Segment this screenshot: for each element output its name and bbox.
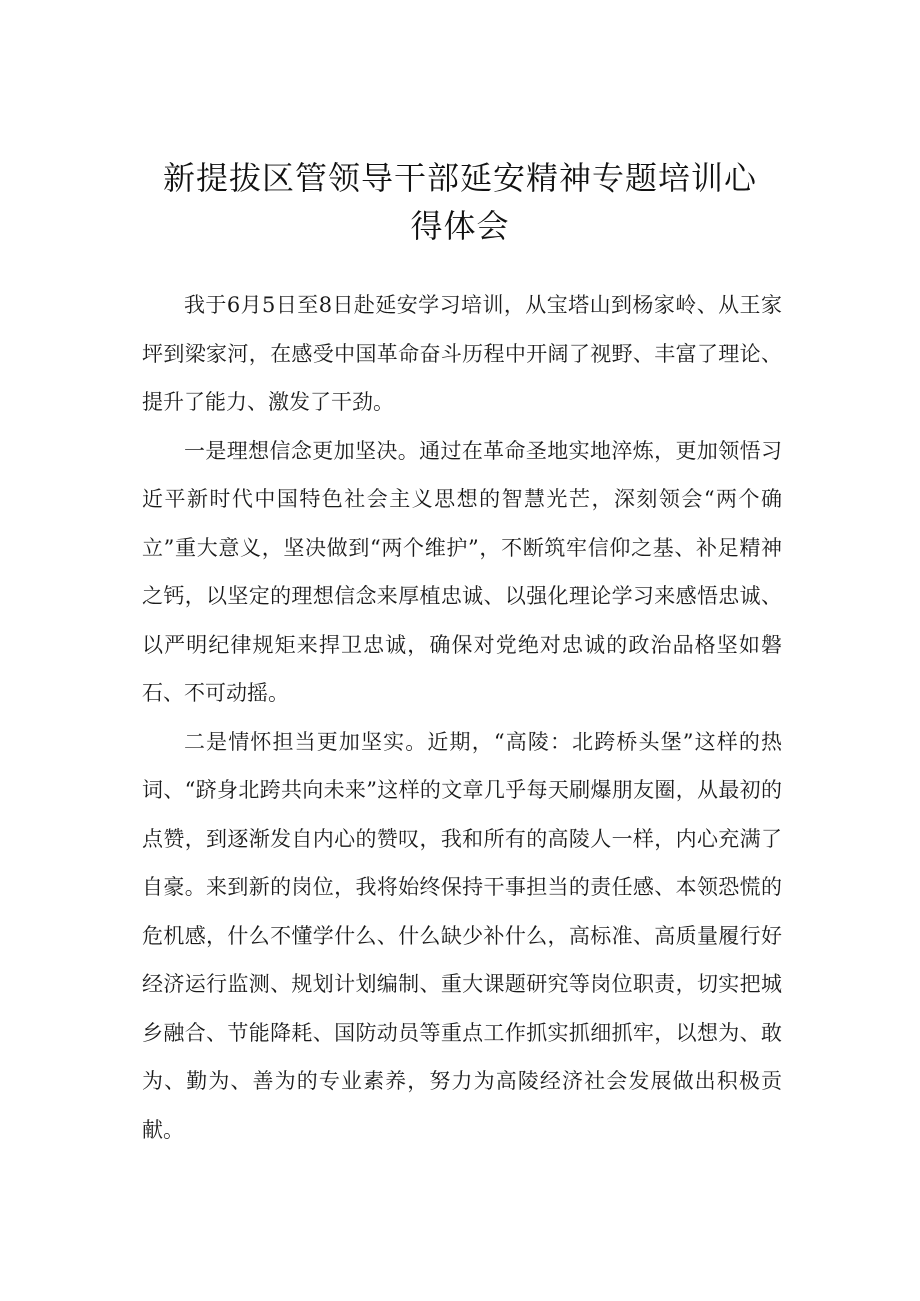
paragraph-ideals: 一是理想信念更加坚决。通过在革命圣地实地淬炼，更加领悟习近平新时代中国特色社会主义思想的智慧光芒，深刻领会“两个确立”重大意义，坚决做到“两个维护”，不断筑牢信仰之基、补足精神之钙，以坚定的理想信念来厚植忠诚、以强化理论学习来感悟忠诚、以严明纪律规矩来捍卫忠诚，确保对党绝对忠诚的政治品格坚如磐石、不可动摇。: [142, 438, 782, 705]
title-line-2: 得体会: [410, 207, 510, 246]
paragraph-responsibility: 二是情怀担当更加坚实。近期，“高陵：北跨桥头堡”这样的热词、“跻身北跨共向未来”这样的文章几乎每天刷爆朋友圈，从最初的点赞，到逐渐发自内心的赞叹，我和所有的高陵人一样，内心充满了自豪。来到新的岗位，我将始终保持干事担当的责任感、本领恐慌的危机感，什么不懂学什么、什么缺少补什么，高标准、高质量履行好经济运行监测、规划计划编制、重大课题研究等岗位职责，切实把城乡融合、节能降耗、国防动员等重点工作抓实抓细抓牢，以想为、敢为、勤为、善为的专业素养，努力为高陵经济社会发展做出积极贡献。: [142, 729, 782, 1142]
title-line-1: 新提拔区管领导干部延安精神专题培训心: [162, 159, 757, 198]
document-body: [142, 281, 782, 1154]
paragraph-intro: 我于6月5日至8日赴延安学习培训，从宝塔山到杨家岭、从王家坪到梁家河，在感受中国革命奋斗历程中开阔了视野、丰富了理论、提升了能力、激发了干劲。: [142, 293, 782, 414]
document-title: [120, 154, 800, 250]
